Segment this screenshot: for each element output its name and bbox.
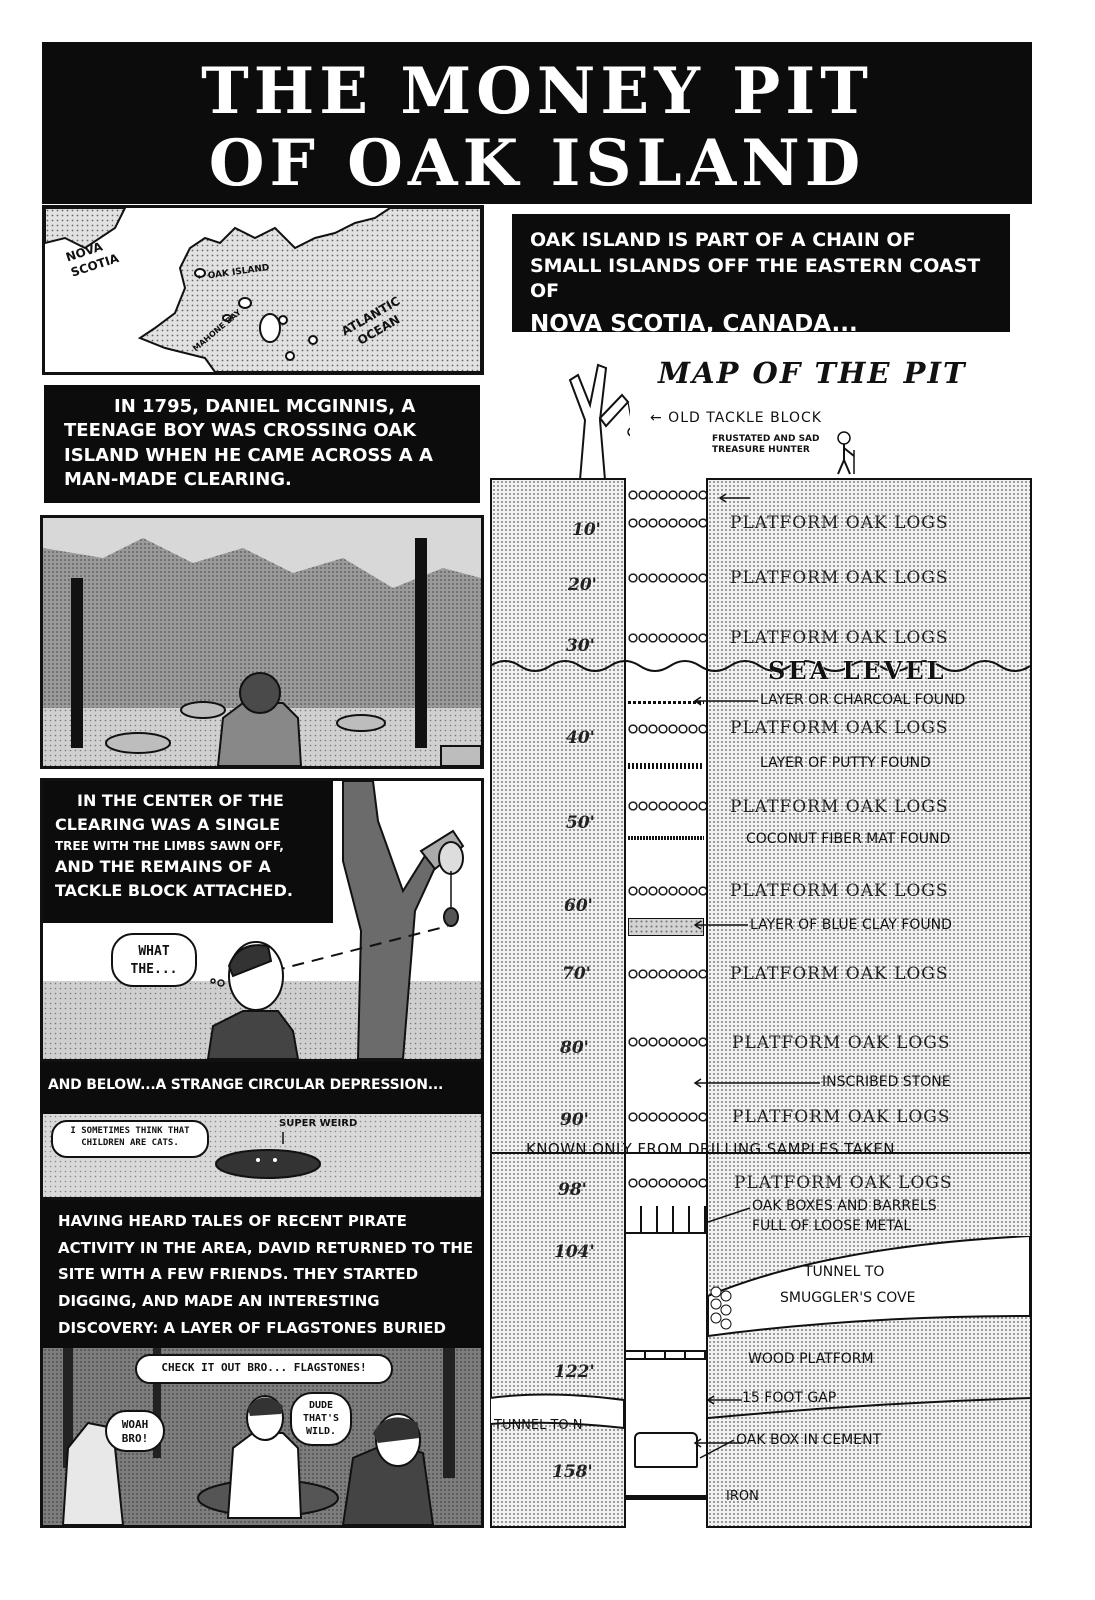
label-putty: LAYER OF PUTTY FOUND	[760, 755, 931, 771]
putty-layer-mark	[628, 763, 704, 769]
label-platform-50: PLATFORM OAK LOGS	[730, 797, 949, 817]
speech-bubble-cats: I SOMETIMES THINK THAT CHILDREN ARE CATS.	[51, 1120, 209, 1158]
platform-logs-80	[628, 1037, 706, 1047]
caption-center-line-2: TREE WITH THE LIMBS SAWN OFF,	[55, 839, 284, 853]
depth-label-80: 80'	[560, 1038, 589, 1058]
title-line-1: THE MONEY PIT	[201, 54, 873, 129]
map-label-oak-island: ← OAK ISLAND	[196, 262, 271, 284]
intro-caption-emphasis: NOVA SCOTIA, CANADA...	[530, 310, 858, 337]
caption-below-text: AND BELOW...A STRANGE CIRCULAR DEPRESSION...	[48, 1077, 444, 1093]
caption-center-line-3: AND THE REMAINS OF A TACKLE BLOCK ATTACHED.	[55, 857, 293, 900]
label-old-tackle-block: ← OLD TACKLE BLOCK	[650, 410, 822, 426]
iron-layer-mark	[626, 1495, 706, 1500]
label-sea-level: SEA LEVEL	[768, 656, 947, 685]
label-platform-20: PLATFORM OAK LOGS	[730, 568, 949, 588]
platform-logs-60	[628, 886, 706, 896]
label-inscribed-stone: INSCRIBED STONE	[822, 1074, 951, 1090]
label-tunnel-cove-2: SMUGGLER'S COVE	[780, 1290, 916, 1306]
platform-logs-90	[628, 1112, 706, 1122]
map-label-nova-scotia: NOVA SCOTIA	[64, 239, 121, 280]
wood-platform-mark	[626, 1350, 706, 1360]
label-blue-clay: LAYER OF BLUE CLAY FOUND	[750, 917, 952, 933]
tackle-block-tree-panel	[40, 778, 484, 1062]
label-platform-60: PLATFORM OAK LOGS	[730, 881, 949, 901]
speech-bubble-woah-bro: WOAH BRO!	[105, 1410, 165, 1452]
map-label-mahone-bay: MAHONE BAY	[191, 307, 243, 354]
label-platform-90: PLATFORM OAK LOGS	[732, 1107, 951, 1127]
caption-1795-box	[44, 385, 480, 503]
treasure-hunter-figure	[830, 430, 860, 475]
caption-center-line-1: IN THE CENTER OF THE CLEARING WAS A SINGLE	[55, 791, 284, 834]
label-platform-10: PLATFORM OAK LOGS	[730, 513, 949, 533]
nova-scotia-map-panel	[42, 205, 484, 375]
charcoal-layer-mark	[628, 701, 704, 704]
label-15-foot-gap: 15 FOOT GAP	[742, 1390, 837, 1406]
platform-logs-40	[628, 724, 706, 734]
intro-caption-text: OAK ISLAND IS PART OF A CHAIN OF SMALL ISLANDS OFF THE EASTERN COAST OF	[530, 229, 981, 303]
map-label-atlantic-ocean: ATLANTIC OCEAN	[339, 293, 403, 348]
platform-logs-98	[628, 1178, 706, 1188]
depth-label-10: 10'	[572, 520, 601, 540]
platform-logs-50	[628, 801, 706, 811]
platform-logs-10	[628, 518, 706, 528]
sea-level-wave-line	[490, 656, 1032, 676]
depth-label-70: 70'	[562, 964, 591, 984]
label-oak-box-cement: OAK BOX IN CEMENT	[736, 1432, 882, 1448]
depth-label-158: 158'	[552, 1462, 593, 1482]
depth-label-104: 104'	[554, 1242, 595, 1262]
label-tunnel-cove-1: TUNNEL TO	[804, 1264, 885, 1280]
intro-caption-box	[512, 214, 1010, 337]
depth-label-60: 60'	[564, 896, 593, 916]
label-coconut: COCONUT FIBER MAT FOUND	[746, 831, 951, 847]
label-platform-80: PLATFORM OAK LOGS	[732, 1033, 951, 1053]
title-line-2: OF OAK ISLAND	[208, 126, 866, 201]
caption-below-box	[40, 1062, 484, 1114]
label-platform-70: PLATFORM OAK LOGS	[730, 964, 949, 984]
label-iron: IRON	[726, 1489, 759, 1504]
tunnel-rocks	[708, 1284, 738, 1334]
depth-label-50: 50'	[566, 813, 595, 833]
label-known-only-drilling: KNOWN ONLY FROM DRILLING SAMPLES TAKEN	[526, 1140, 895, 1158]
label-platform-40: PLATFORM OAK LOGS	[730, 718, 949, 738]
tackle-tree-stump	[560, 360, 630, 480]
label-platform-98: PLATFORM OAK LOGS	[734, 1173, 953, 1193]
depth-label-30: 30'	[566, 636, 595, 656]
label-oak-boxes-2: FULL OF LOOSE METAL	[752, 1218, 912, 1234]
label-frustrated-hunter: FRUSTATED AND SAD TREASURE HUNTER	[712, 434, 820, 455]
label-super-weird: SUPER WEIRD	[279, 1118, 358, 1129]
depth-label-40: 40'	[566, 728, 595, 748]
platform-logs-top	[628, 490, 706, 500]
depth-label-20: 20'	[568, 575, 597, 595]
label-wood-platform: WOOD PLATFORM	[748, 1351, 874, 1367]
title-banner	[42, 42, 1032, 204]
caption-pirate-box	[40, 1200, 484, 1348]
oak-boxes-barrels-mark	[626, 1206, 706, 1234]
platform-logs-20	[628, 573, 706, 583]
depth-label-90: 90'	[560, 1110, 589, 1130]
label-oak-boxes-1: OAK BOXES AND BARRELS	[752, 1198, 937, 1214]
platform-logs-30	[628, 633, 706, 643]
speech-bubble-what-the: WHAT THE...	[111, 933, 197, 987]
caption-center-box	[43, 781, 333, 923]
caption-pirate-text: HAVING HEARD TALES OF RECENT PIRATE ACTIVITY IN THE AREA, DAVID RETURNED TO THE SITE WITH A FEW FRIENDS. THEY STARTED DIGGING, AND MADE AN INTERESTING DISCOVERY: A LAYER OF FLAGSTONES BURIED	[58, 1212, 474, 1337]
coastline-map-graphic	[45, 208, 481, 372]
coconut-mat-mark	[628, 836, 704, 840]
label-platform-30: PLATFORM OAK LOGS	[730, 628, 949, 648]
speech-bubble-dude: DUDE THAT'S WILD.	[290, 1392, 352, 1446]
depth-label-98: 98'	[558, 1180, 587, 1200]
label-tunnel-to-n: TUNNEL TO N	[494, 1418, 583, 1433]
forest-clearing-illustration	[43, 518, 481, 766]
platform-logs-70	[628, 969, 706, 979]
oak-box-cement-mark	[634, 1432, 698, 1468]
forest-clearing-panel	[40, 515, 484, 769]
pit-map-title: MAP OF THE PIT	[658, 356, 967, 390]
blue-clay-layer-mark	[628, 918, 704, 936]
label-charcoal: LAYER OR CHARCOAL FOUND	[760, 692, 966, 708]
depth-label-122: 122'	[554, 1362, 595, 1382]
circular-depression-panel	[40, 1114, 484, 1200]
speech-bubble-flagstones: CHECK IT OUT BRO... FLAGSTONES!	[135, 1354, 393, 1384]
caption-1795-text: IN 1795, DANIEL MCGINNIS, A TEENAGE BOY WAS CROSSING OAK ISLAND WHEN HE CAME ACROSS A A MAN-MADE CLEARING.	[64, 396, 433, 490]
flagstones-friends-panel	[40, 1348, 484, 1528]
